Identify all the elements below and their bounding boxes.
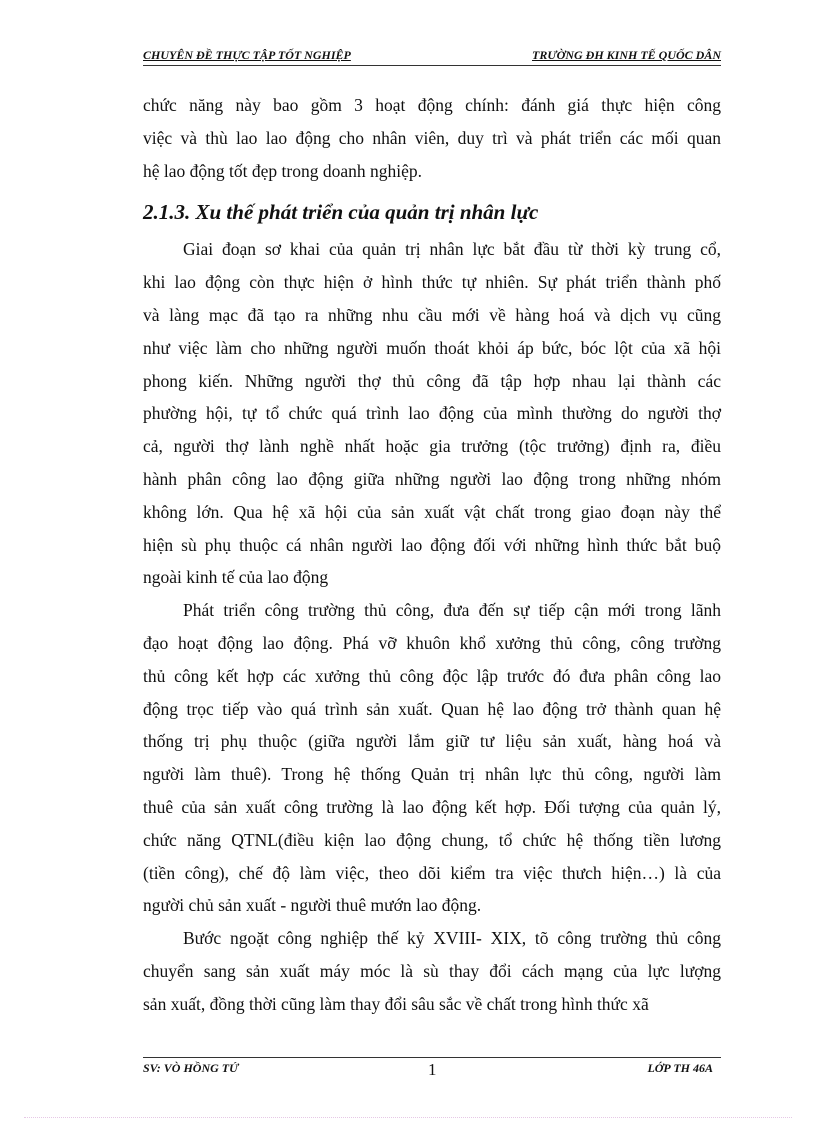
document-body <box>143 89 721 1021</box>
text-line: không lớn. Qua hệ xã hội của sản xuất vật chất trong giao đoạn này thể <box>143 501 721 522</box>
text-line: việc và thù lao lao động cho nhân viên, duy trì và phát triển các mối quan <box>143 127 721 148</box>
text-line: thuê của sản xuất công trường là lao động kết hợp. Đối tượng của quản lý, <box>143 796 721 817</box>
text-line: như việc làm cho những người muốn thoát khỏi áp bức, bóc lột của xã hội <box>143 337 721 358</box>
text-line: (tiền công), chế độ làm việc, theo dõi kiểm tra việc thưch hiện…) là của <box>143 862 721 883</box>
header-left: CHUYÊN ĐỀ THỰC TẬP TỐT NGHIỆP <box>143 48 351 62</box>
text-line: hành phân công lao động giữa những người lao động trong những nhóm <box>143 468 721 489</box>
page-edge-divider <box>24 1117 792 1118</box>
page-footer <box>143 1057 721 1080</box>
text-line: thủ công kết hợp các xưởng thủ công độc lập trước đó đưa phân công lao <box>143 665 721 686</box>
footer-author: SV: VÒ HỒNG TỨ <box>143 1061 239 1075</box>
section-heading: 2.1.3. Xu thế phát triển của quản trị nhân lực <box>143 200 539 225</box>
text-line: sản xuất, đồng thời cũng làm thay đổi sâu sắc về chất trong hình thức xã <box>143 993 649 1014</box>
text-line: người chủ sản xuất - người thuê mướn lao động. <box>143 895 482 916</box>
text-line: hệ lao động tốt đẹp trong doanh nghiệp. <box>143 160 422 181</box>
text-line: Giai đoạn sơ khai của quản trị nhân lực bắt đầu từ thời kỳ trung cổ, <box>183 239 721 260</box>
text-line: đạo hoạt động lao động. Phá vỡ khuôn khổ xưởng thủ công, công trường <box>143 632 721 653</box>
text-line: và làng mạc đã tạo ra những nhu cầu mới về hàng hoá và dịch vụ cũng <box>143 304 721 325</box>
text-line: chuyển sang sản xuất máy móc là sù thay đổi cách mạng của lực lượng <box>143 960 721 981</box>
text-line: chức năng QTNL(điều kiện lao động chung, tổ chức hệ thống tiền lương <box>143 829 721 850</box>
text-line: cả, người thợ lành nghề nhất hoặc gia trưởng (tộc trưởng) định ra, điều <box>143 436 721 457</box>
text-line: Phát triển công trường thủ công, đưa đến sự tiếp cận mới trong lãnh <box>183 600 721 621</box>
text-line: thống trị phụ thuộc (giữa người lắm giữ tư liệu sản xuất, hàng hoá và <box>143 731 721 752</box>
header-right: TRƯỜNG ĐH KINH TẾ QUỐC DÂN <box>532 48 721 62</box>
paragraph <box>143 922 721 1020</box>
footer-class: LỚP TH 46A <box>647 1061 713 1075</box>
text-line: khi lao động còn thực hiện ở hình thức tự nhiên. Sự phát triển thành phố <box>143 272 721 293</box>
text-line: ngoài kinh tế của lao động <box>143 567 329 588</box>
page-number: 1 <box>428 1060 437 1079</box>
page-header <box>143 47 721 66</box>
text-line: hiện sù phụ thuộc cá nhân người lao động đối với những hình thức bắt buộ <box>143 534 721 555</box>
paragraph <box>143 89 721 187</box>
text-line: Bước ngoặt công nghiệp thế kỷ XVIII- XIX, tõ công trường thủ công <box>183 928 721 949</box>
text-line: phong kiến. Những người thợ thủ công đã tập hợp nhau lại thành các <box>143 370 721 391</box>
text-line: động trọc tiếp vào quá trình sản xuất. Quan hệ lao động trở thành quan hệ <box>143 698 721 719</box>
paragraph <box>143 594 721 922</box>
text-line: phường hội, tự tổ chức quá trình lao động của mình thường do người thợ <box>143 403 721 424</box>
text-line: người làm thuê). Trong hệ thống Quản trị nhân lực thủ công, người làm <box>143 764 721 785</box>
text-line: chức năng này bao gồm 3 hoạt động chính: đánh giá thực hiện công <box>143 95 721 115</box>
paragraph <box>143 233 721 594</box>
